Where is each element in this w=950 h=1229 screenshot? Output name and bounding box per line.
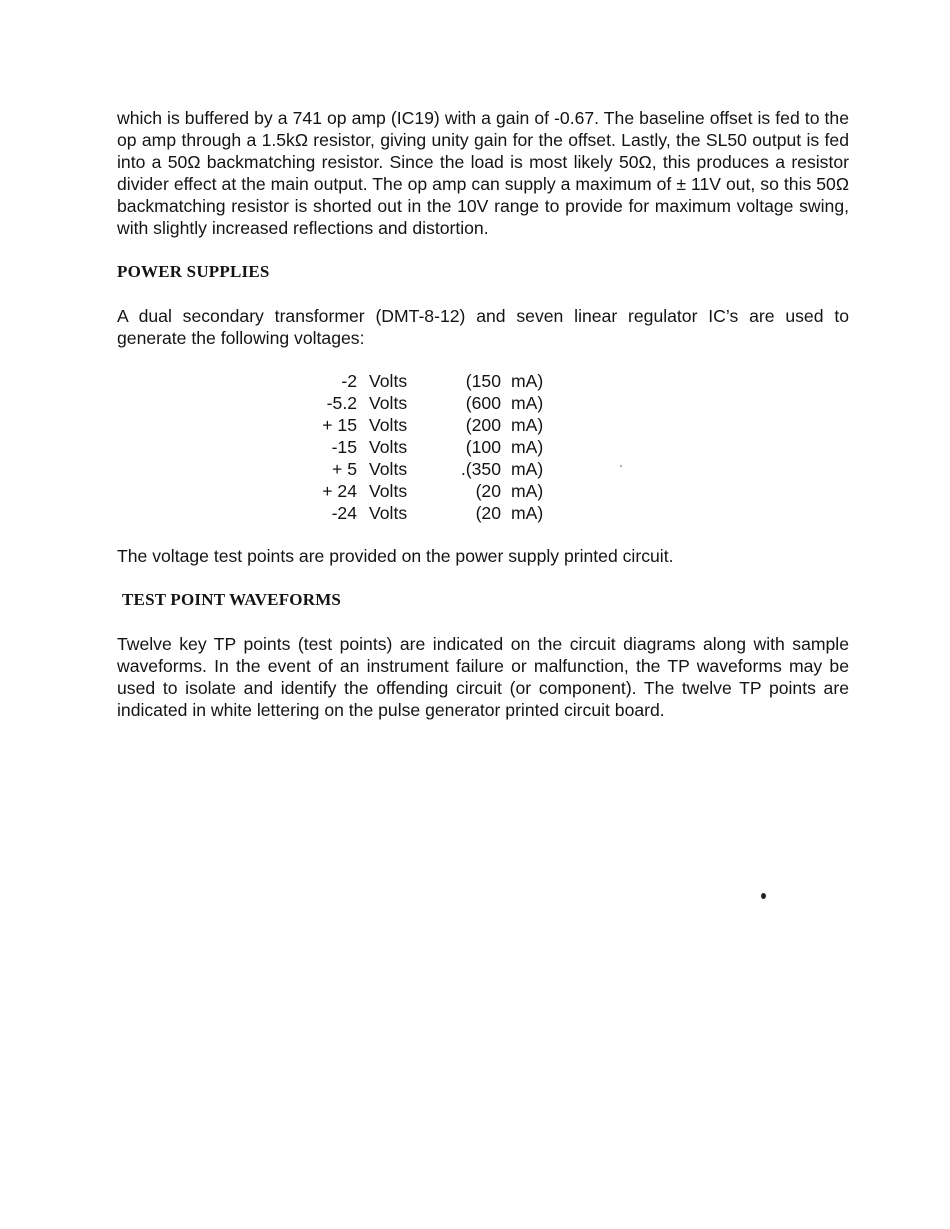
voltage-value: -15 xyxy=(331,437,357,457)
table-row xyxy=(290,480,551,502)
scan-speck xyxy=(620,465,622,467)
current-unit: mA) xyxy=(511,459,544,479)
current-unit: mA) xyxy=(511,415,544,435)
table-row xyxy=(290,436,551,458)
table-row xyxy=(290,458,551,480)
current-unit: mA) xyxy=(511,393,544,413)
voltage-value: + 5 xyxy=(332,459,357,479)
current-value: (600 xyxy=(465,393,501,413)
intro-paragraph: which is buffered by a 741 op amp (IC19) with a gain of -0.67. The baseline offset is fed to the op amp through a 1.5kΩ resistor, giving unity gain for the offset. Lastly, the SL50 output is fed into a 50Ω backmatching resistor. Since the load is most likely 50Ω, this produces a resistor divider effect at the main output. The op amp can supply a maximum of ± 11V out, so this 50Ω backmatching resistor is shorted out in the 10V range to provide for maximum voltage swing, with slightly increased reflections and distortion. xyxy=(117,108,849,238)
current-value: (100 xyxy=(465,437,501,457)
current-value: (20 xyxy=(475,481,501,501)
table-row xyxy=(290,370,551,392)
voltage-unit: Volts xyxy=(369,503,408,523)
table-row xyxy=(290,502,551,524)
scan-speck xyxy=(761,893,766,899)
current-value: (150 xyxy=(465,371,501,391)
current-value: .(350 xyxy=(460,459,501,479)
voltage-unit: Volts xyxy=(369,415,408,435)
voltage-unit: Volts xyxy=(369,371,408,391)
current-unit: mA) xyxy=(511,503,544,523)
table-row xyxy=(290,414,551,436)
voltage-value: + 15 xyxy=(322,415,357,435)
voltage-table xyxy=(290,370,551,524)
current-value: (20 xyxy=(475,503,501,523)
power-supplies-paragraph: A dual secondary transformer (DMT-8-12) and seven linear regulator IC’s are used to generate the following voltages: xyxy=(117,306,849,348)
power-supplies-heading: POWER SUPPLIES xyxy=(117,262,270,281)
current-unit: mA) xyxy=(511,437,544,457)
current-unit: mA) xyxy=(511,371,544,391)
voltage-value: -2 xyxy=(341,371,357,391)
test-point-waveforms-paragraph: Twelve key TP points (test points) are indicated on the circuit diagrams along with sample waveforms. In the event of an instrument failure or malfunction, the TP waveforms may be used to isolate and identify the offending circuit (or component). The twelve TP points are indicated in white lettering on the pulse generator printed circuit board. xyxy=(117,634,849,720)
voltage-unit: Volts xyxy=(369,393,408,413)
table-row xyxy=(290,392,551,414)
voltage-value: + 24 xyxy=(322,481,357,501)
current-unit: mA) xyxy=(511,481,544,501)
voltage-value: -24 xyxy=(331,503,357,523)
voltage-unit: Volts xyxy=(369,481,408,501)
test-point-waveforms-heading: TEST POINT WAVEFORMS xyxy=(122,590,342,609)
voltage-unit: Volts xyxy=(369,437,408,457)
voltage-test-points-note: The voltage test points are provided on the power supply printed circuit. xyxy=(117,546,674,566)
voltage-unit: Volts xyxy=(369,459,408,479)
current-value: (200 xyxy=(465,415,501,435)
voltage-value: -5.2 xyxy=(326,393,357,413)
